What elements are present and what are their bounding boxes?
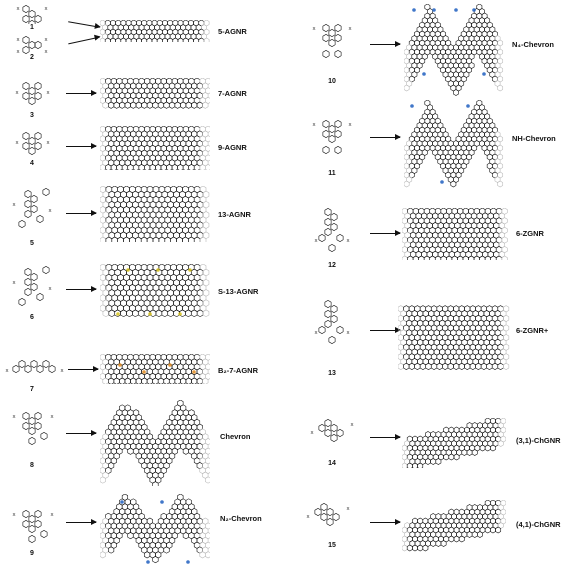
reaction-arrow <box>68 369 98 370</box>
precursor-number: 6 <box>30 314 34 321</box>
ribbon-structure <box>100 126 210 170</box>
precursor-structure <box>304 296 360 360</box>
reaction-arrow <box>370 44 400 45</box>
svg-text:X: X <box>48 286 52 291</box>
molecule-sketch <box>12 34 52 56</box>
ribbon-label: 13-AGNR <box>218 210 251 219</box>
precursor-structure <box>304 416 360 454</box>
svg-text:X: X <box>314 330 318 335</box>
reaction-arrow <box>66 213 96 214</box>
ribbon-label: Chevron <box>220 432 251 441</box>
reaction-arrow <box>370 522 400 523</box>
molecule-sketch <box>4 356 64 382</box>
row-3-1-chgnr <box>290 412 568 476</box>
precursor-structure <box>4 356 64 382</box>
svg-text:X: X <box>314 238 318 243</box>
precursor-2-structure <box>12 34 52 56</box>
precursor-structure <box>8 262 56 312</box>
svg-text:X: X <box>312 26 316 31</box>
honeycomb-lattice <box>100 20 210 42</box>
svg-text:X: X <box>12 202 16 207</box>
molecule-sketch <box>12 128 52 158</box>
row-7-agnr <box>0 72 284 122</box>
svg-text:X: X <box>12 512 16 517</box>
precursor-number: 10 <box>328 78 336 85</box>
ribbon-label: S-13-AGNR <box>218 287 259 296</box>
molecule-sketch <box>304 296 360 360</box>
molecule-sketch <box>8 184 56 236</box>
svg-text:X: X <box>12 414 16 419</box>
ribbon-structure <box>100 20 210 42</box>
reaction-arrow <box>66 522 96 523</box>
precursor-number: 2 <box>30 54 34 61</box>
row-6-zgnr-plus <box>290 286 568 386</box>
svg-text:X: X <box>16 6 20 11</box>
honeycomb-lattice <box>100 494 210 564</box>
honeycomb-lattice <box>100 78 210 110</box>
svg-text:X: X <box>44 37 48 42</box>
row-chevron <box>0 396 284 492</box>
precursor-1-structure <box>12 4 52 24</box>
svg-text:X: X <box>312 122 316 127</box>
precursor-number: 3 <box>30 112 34 119</box>
row-4-1-chgnr <box>290 494 568 566</box>
row-13-agnr <box>0 180 284 250</box>
row-s-13-agnr <box>0 258 284 324</box>
ribbon-label: (3,1)-ChGNR <box>516 436 561 445</box>
svg-text:X: X <box>348 122 352 127</box>
reaction-arrow <box>370 137 400 138</box>
precursor-structure <box>304 204 360 256</box>
precursor-number: 4 <box>30 160 34 167</box>
svg-text:X: X <box>44 6 48 11</box>
reaction-arrow <box>370 233 400 234</box>
ribbon-structure <box>402 418 506 468</box>
ribbon-structure <box>402 208 508 260</box>
reaction-arrow <box>370 330 400 331</box>
molecule-sketch <box>304 14 360 70</box>
svg-text:X: X <box>348 26 352 31</box>
precursor-number: 14 <box>328 460 336 467</box>
row-b2-7-agnr <box>0 350 284 398</box>
precursor-structure <box>8 504 58 546</box>
ribbon-label: B₂-7-AGNR <box>218 366 258 375</box>
reaction-arrow <box>370 437 400 438</box>
svg-text:X: X <box>15 90 19 95</box>
ribbon-label: 7-AGNR <box>218 89 247 98</box>
precursor-number: 15 <box>328 542 336 549</box>
molecule-sketch <box>304 110 360 166</box>
honeycomb-lattice <box>100 354 210 384</box>
molecule-sketch <box>8 406 58 454</box>
honeycomb-lattice <box>402 500 506 552</box>
svg-text:X: X <box>16 49 20 54</box>
svg-text:X: X <box>46 140 50 145</box>
reaction-arrow <box>68 37 100 45</box>
row-6-zgnr <box>290 198 568 274</box>
precursor-number: 5 <box>30 240 34 247</box>
svg-text:X: X <box>346 506 350 511</box>
honeycomb-lattice <box>402 418 506 468</box>
svg-text:X: X <box>50 414 54 419</box>
ribbon-label: 6-ZGNR <box>516 229 544 238</box>
svg-text:X: X <box>12 280 16 285</box>
precursor-number: 11 <box>328 170 336 177</box>
svg-text:X: X <box>346 238 350 243</box>
precursor-number: 7 <box>30 386 34 393</box>
svg-text:X: X <box>16 37 20 42</box>
molecule-sketch <box>304 204 360 256</box>
honeycomb-lattice <box>100 400 210 486</box>
ribbon-label: 9-AGNR <box>218 143 247 152</box>
precursor-structure <box>304 14 360 70</box>
precursor-number: 13 <box>328 370 336 377</box>
ribbon-structure <box>100 186 210 242</box>
row-nh-chevron <box>290 96 568 192</box>
honeycomb-lattice <box>404 4 504 96</box>
svg-text:X: X <box>350 422 354 427</box>
svg-text:X: X <box>310 430 314 435</box>
ribbon-label: N₄-Chevron <box>512 40 554 49</box>
molecule-sketch <box>304 416 360 454</box>
reaction-arrow <box>66 289 96 290</box>
svg-text:X: X <box>50 512 54 517</box>
precursor-structure <box>12 128 52 158</box>
molecule-sketch <box>300 500 364 536</box>
molecule-sketch <box>12 4 52 24</box>
honeycomb-lattice <box>100 126 210 170</box>
ribbon-label: (4,1)-ChGNR <box>516 520 561 529</box>
ribbon-structure <box>100 354 210 384</box>
precursor-number: 1 <box>30 24 34 31</box>
svg-text:X: X <box>5 368 9 373</box>
precursor-structure <box>300 500 364 536</box>
reaction-arrow <box>66 433 96 434</box>
precursor-structure <box>12 78 52 108</box>
ribbon-structure <box>100 78 210 110</box>
ribbon-structure <box>100 400 210 486</box>
molecule-sketch <box>8 262 56 312</box>
svg-text:X: X <box>60 368 64 373</box>
reaction-arrow <box>66 146 96 147</box>
row-9-agnr <box>0 122 284 174</box>
precursor-number: 9 <box>30 550 34 557</box>
ribbon-label: 5-AGNR <box>218 27 247 36</box>
svg-text:X: X <box>48 208 52 213</box>
precursor-number: 12 <box>328 262 336 269</box>
honeycomb-lattice <box>404 100 504 190</box>
molecule-sketch <box>8 504 58 546</box>
row-n2-chevron <box>0 490 284 567</box>
ribbon-label: NH-Chevron <box>512 134 556 143</box>
honeycomb-lattice <box>100 264 210 318</box>
precursor-number: 8 <box>30 462 34 469</box>
svg-text:X: X <box>306 514 310 519</box>
precursor-structure <box>304 110 360 166</box>
row-n4-chevron <box>290 0 568 96</box>
ribbon-structure <box>398 296 510 376</box>
honeycomb-lattice <box>100 186 210 242</box>
ribbon-structure <box>404 100 504 190</box>
svg-text:X: X <box>346 330 350 335</box>
svg-text:X: X <box>46 90 50 95</box>
precursor-structure <box>8 406 58 454</box>
row-5-agnr <box>0 0 284 60</box>
molecule-sketch <box>12 78 52 108</box>
ribbon-label: 6-ZGNR+ <box>516 326 549 335</box>
honeycomb-lattice <box>402 208 508 260</box>
svg-text:X: X <box>15 140 19 145</box>
ribbon-structure <box>100 264 210 318</box>
svg-text:X: X <box>44 49 48 54</box>
ribbon-structure <box>402 500 506 552</box>
reaction-arrow <box>68 21 100 28</box>
reaction-arrow <box>66 93 96 94</box>
honeycomb-lattice <box>398 296 510 376</box>
ribbon-structure <box>100 494 210 564</box>
ribbon-label: N₂-Chevron <box>220 514 262 523</box>
precursor-structure <box>8 184 56 236</box>
ribbon-structure <box>404 4 504 96</box>
